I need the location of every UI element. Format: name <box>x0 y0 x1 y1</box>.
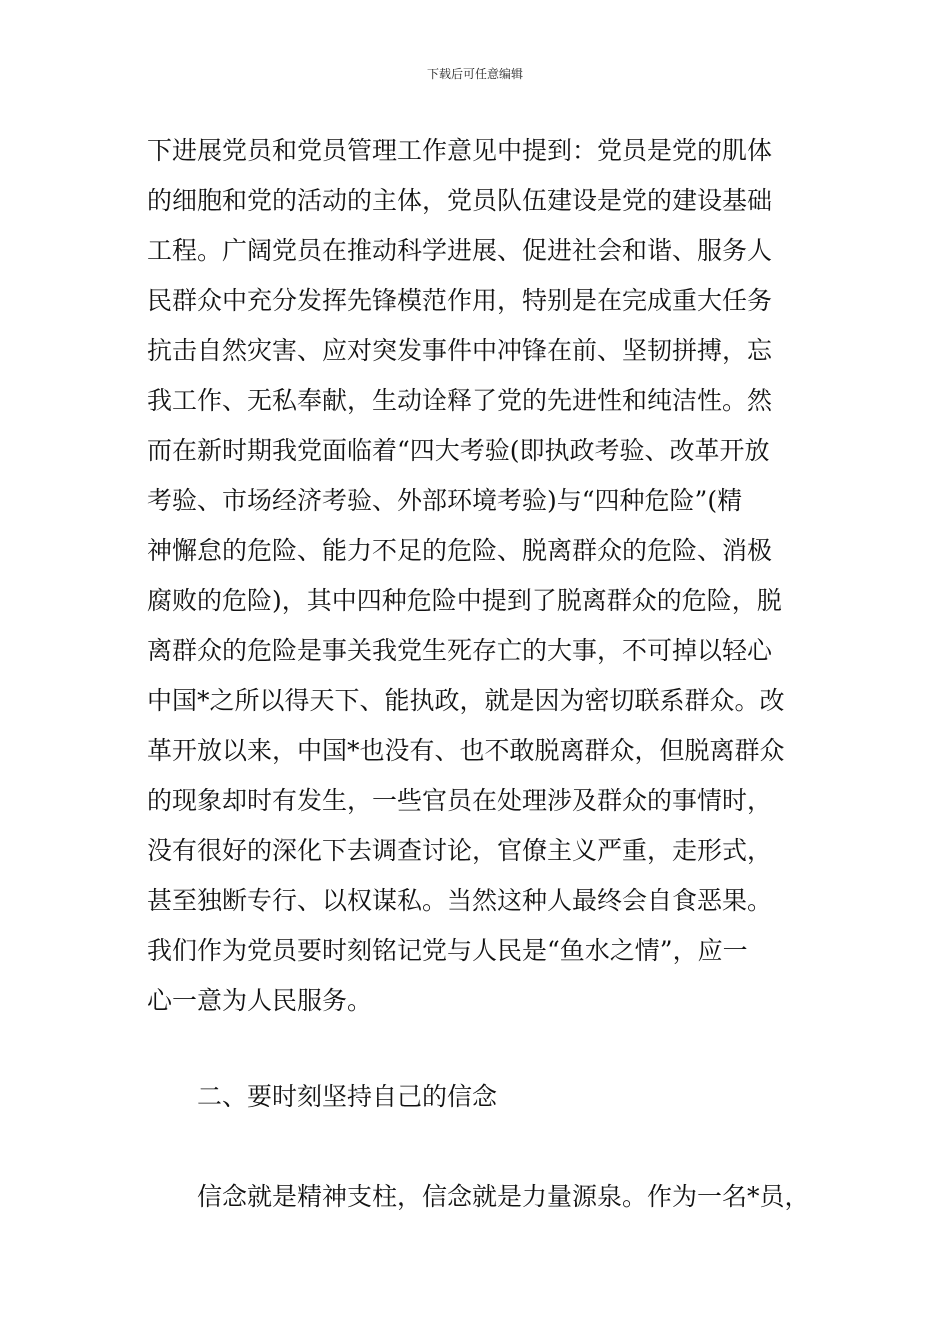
paragraph-line: 我们作为党员要时刻铭记党与人民是“鱼水之情”，应一 <box>147 936 748 965</box>
paragraph-line: 的现象却时有发生，一些官员在处理涉及群众的事情时， <box>147 786 773 815</box>
paragraph-line: 工程。广阔党员在推动科学进展、促进社会和谐、服务人 <box>147 236 773 265</box>
paragraph-line: 革开放以来，中国*也没有、也不敢脱离群众，但脱离群众 <box>147 736 785 765</box>
section-paragraph-line: 信念就是精神支柱，信念就是力量源泉。作为一名*员， <box>197 1182 810 1211</box>
page-header: 下载后可任意编辑 <box>426 67 523 81</box>
paragraph-line: 神懈怠的危险、能力不足的危险、脱离群众的危险、消极 <box>147 536 773 565</box>
paragraph-line: 而在新时期我党面临着“四大考验(即执政考验、改革开放 <box>147 436 770 465</box>
paragraph-line: 离群众的危险是事关我党生死存亡的大事，不可掉以轻心 <box>147 636 773 665</box>
paragraph-line: 考验、市场经济考验、外部环境考验)与“四种危险”(精 <box>147 486 743 515</box>
paragraph-line: 没有很好的深化下去调查讨论，官僚主义严重，走形式， <box>147 836 773 865</box>
paragraph-line: 的细胞和党的活动的主体，党员队伍建设是党的建设基础 <box>147 186 773 215</box>
paragraph-line: 下进展党员和党员管理工作意见中提到：党员是党的肌体 <box>147 136 773 165</box>
section-heading: 二、要时刻坚持自己的信念 <box>197 1082 498 1111</box>
paragraph-line: 抗击自然灾害、应对突发事件中冲锋在前、坚韧拼搏，忘 <box>147 336 773 365</box>
paragraph-line: 心一意为人民服务。 <box>147 986 373 1015</box>
paragraph-line: 我工作、无私奉献，生动诠释了党的先进性和纯洁性。然 <box>147 386 773 415</box>
paragraph-line: 甚至独断专行、以权谋私。当然这种人最终会自食恶果。 <box>147 886 773 915</box>
paragraph-line: 腐败的危险)，其中四种危险中提到了脱离群众的危险，脱 <box>147 586 782 615</box>
paragraph-line: 民群众中充分发挥先锋模范作用，特别是在完成重大任务 <box>147 286 773 315</box>
paragraph-line: 中国*之所以得天下、能执政，就是因为密切联系群众。改 <box>147 686 785 715</box>
